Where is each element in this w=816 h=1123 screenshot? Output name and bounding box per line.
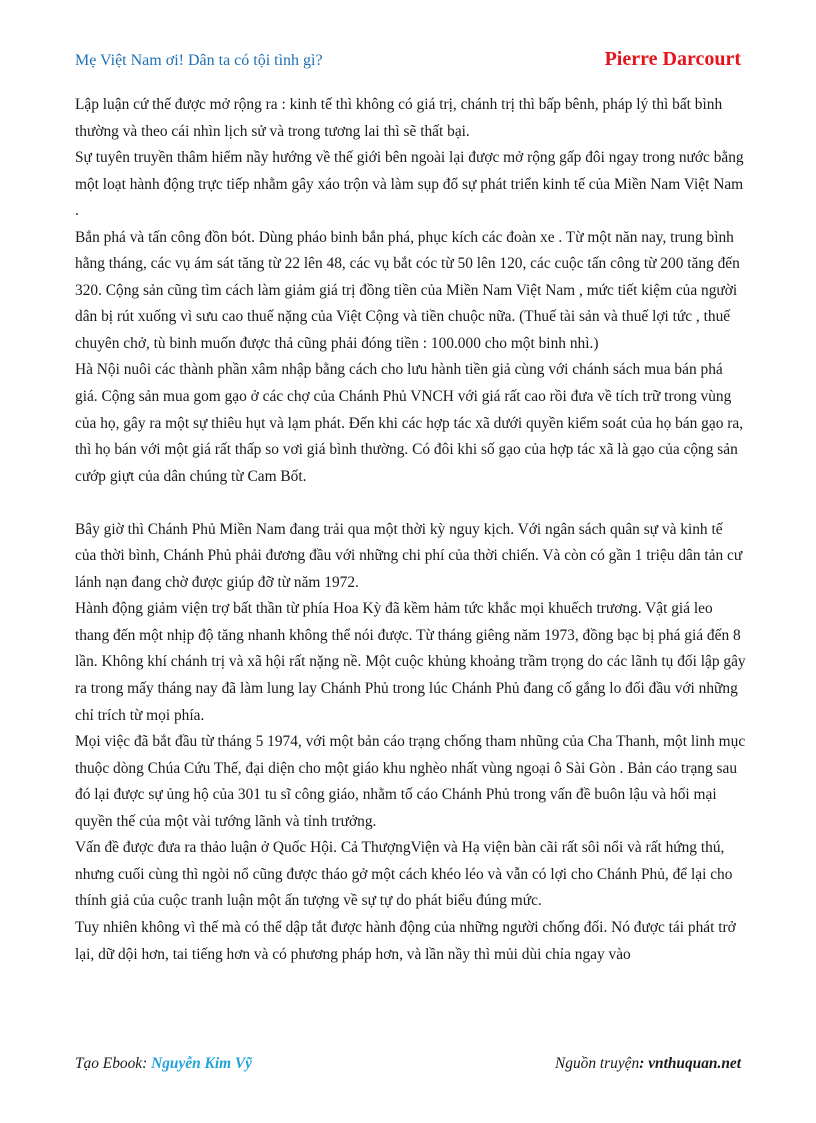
paragraph: Tuy nhiên không vì thế mà có thể dập tắt được hành động của những người chống đối. Nó được tái phát trở lại, dữ dội hơn, tai tiếng hơn và có phương pháp hơn, và lần nầy thì mủi dùi chỉa ngay vào [75,918,736,963]
page-header [75,48,741,76]
paragraph: Bây giờ thì Chánh Phủ Miền Nam đang trải qua một thời kỳ nguy kịch. Với ngân sách quân sự và kinh tế của thời bình, Chánh Phủ phải đương đầu với những chi phí của thời chiến. Và còn có gần 1 triệu dân tản cư lánh nạn đang chờ được giúp đỡ từ năm 1972. [75,520,743,591]
paragraph: Mọi việc đã bắt đầu từ tháng 5 1974, với một bản cáo trạng chống tham nhũng của Cha Thanh, một linh mục thuộc dòng Chúa Cứu Thế, đại diện cho một giáo khu nghèo nhất vùng ngoại ô Sài Gòn . Bản cáo trạng sau đó lại được sự ủng hộ của 301 tu sĩ công giáo, nhằm tố cáo Chánh Phủ trong vấn đề buôn lậu và hối mại quyền thế của một vài tướng lãnh và tỉnh trưởng. [75,733,746,830]
source-credit [555,1055,741,1073]
source-label: Nguồn truyện [554,1055,640,1072]
paragraph: Bắn phá và tấn công đồn bót. Dùng pháo binh bắn phá, phục kích các đoàn xe . Từ một năn nay, trung bình hằng tháng, các vụ ám sát tăng từ 22 lên 48, các vụ bắt cóc từ 50 lên 120, các cuộc tấn công từ 200 tăng đến 320. Cộng sản cũng tìm cách làm giảm giá trị đồng tiền của Miền Nam Việt Nam , mức tiết kiệm của người dân bị rút xuống vì sưu cao thuế nặng của Việt Cộng và tiền chuộc nữa. (Thuế tài sản và thuế lợi tức , thuế chuyên chở, tù binh muốn được thả cũng phải đóng tiền : 100.000 cho một binh nhì.) [75,228,740,352]
ebook-separator: : [142,1055,152,1072]
paragraph: Hà Nội nuôi các thành phần xâm nhập bằng cách cho lưu hành tiền giả cùng với chánh sách mua bán phá giá. Cộng sản mua gom gạo ở các chợ của Chánh Phủ VNCH với giá rất cao rồi đưa về tích trữ trong vùng của họ, gây ra một sự thiêu hụt và lạm phát. Đến khi các hợp tác xã dưới quyền kiểm soát của họ bán gạo ra, thì họ bán với một giá rất thấp so vơi giá bình thường. Có đôi khi số gạo của hợp tác xã là gạo của cộng sản cướp giựt của dân chúng từ Cam Bốt. [75,361,744,485]
source-separator: : [639,1055,649,1072]
paragraph: Hành động giảm viện trợ bất thần từ phía Hoa Kỳ đã kềm hảm tức khắc mọi khuếch trương. Vật giá leo thang đến một nhịp độ tăng nhanh không thể nói được. Từ tháng giêng năm 1973, đồng bạc bị phá giá đến 8 lần. Không khí chánh trị và xã hội rất nặng nề. Một cuộc khủng khoảng trầm trọng do các lãnh tụ đối lập gây ra trong mấy tháng nay đã làm lung lay Chánh Phủ trong lúc Chánh Phủ đang cố gắng lo đối đầu với những chỉ trích từ mọi phía. [75,600,746,724]
ebook-credit [75,1055,252,1073]
paragraph: Sự tuyên truyền thâm hiểm nầy hướng về thế giới bên ngoài lại được mở rộng gấp đôi ngay trong nước bằng một loạt hành động trực tiếp nhằm gây xáo trộn và làm sụp đổ sự phát triển kinh tế của Miền Nam Việt Nam . [75,149,744,220]
paragraph: Vấn đề được đưa ra thảo luận ở Quốc Hội. Cả ThượngViện và Hạ viện bàn cãi rất sôi nổi và rất hứng thú, nhưng cuối cùng thì ngòi nổ cũng được tháo gở một cách khéo léo và vẫn có lợi cho Chánh Phủ, để lại cho thính giả của cuộc tranh luận một ấn tượng về sự tự do phát biểu đúng mức. [75,839,733,910]
ebook-creator-name: Nguyễn Kim Vỹ [151,1055,253,1072]
page-footer [75,1055,741,1077]
author-name: Pierre Darcourt [604,48,741,70]
source-site-link[interactable]: vnthuquan.net [648,1055,741,1072]
book-title: Mẹ Việt Nam ơi! Dân ta có tội tình gì? [75,52,323,69]
ebook-label: Tạo Ebook [75,1055,143,1072]
page-body [75,92,747,968]
paragraph: Lập luận cứ thế được mở rộng ra : kinh tế thì không có giá trị, chánh trị thì bấp bênh, pháp lý thì bất bình thường và theo cái nhìn lịch sử và trong tương lai thì sẽ thất bại. [75,96,723,140]
